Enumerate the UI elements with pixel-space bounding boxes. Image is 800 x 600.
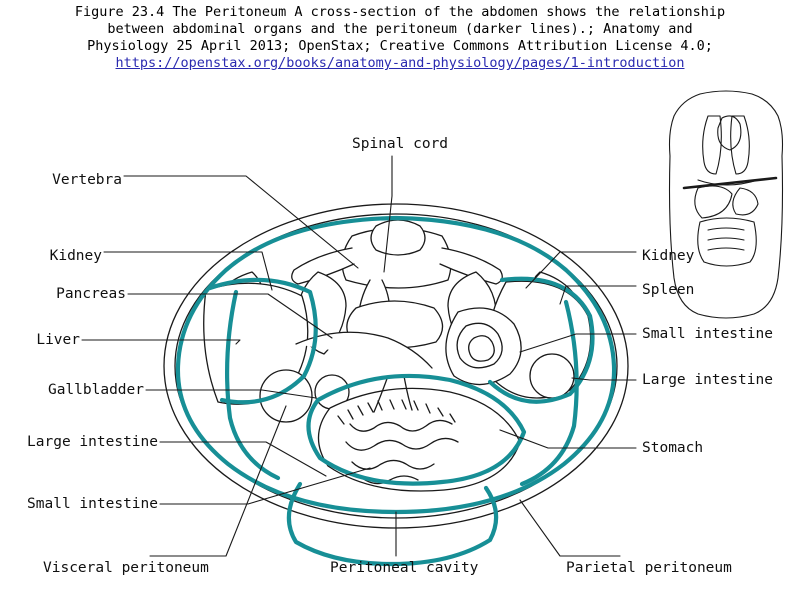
label-stomach: Stomach: [642, 440, 704, 456]
label-gallbladder: Gallbladder: [47, 382, 144, 398]
label-kidney-left: Kidney: [49, 248, 102, 264]
source-link[interactable]: https://openstax.org/books/anatomy-and-physiology/pages/1-introduction: [115, 55, 685, 71]
spinal-canal: [371, 220, 425, 255]
label-spinal-cord: Spinal cord: [352, 136, 449, 152]
label-pancreas: Pancreas: [56, 286, 126, 302]
label-small-intestine-right: Small intestine: [642, 326, 773, 342]
label-parietal-peritoneum: Parietal peritoneum: [566, 560, 732, 576]
label-liver: Liver: [36, 332, 80, 348]
label-small-intestine-left: Small intestine: [27, 496, 158, 512]
caption-line-3: Physiology 25 April 2013; OpenStax; Creative Commons Attribution License 4.0;: [87, 38, 713, 54]
anatomy-figure: [0, 76, 800, 600]
figure-caption: [0, 4, 800, 72]
large-intestine-right-organ: [530, 354, 574, 398]
label-vertebra: Vertebra: [52, 172, 122, 188]
label-visceral-peritoneum: Visceral peritoneum: [43, 560, 209, 576]
label-spleen: Spleen: [642, 282, 695, 298]
label-large-intestine-left: Large intestine: [27, 434, 158, 450]
caption-line-2: between abdominal organs and the peritoneum (darker lines).; Anatomy and: [107, 21, 693, 37]
caption-line-1: Figure 23.4 The Peritoneum A cross-section of the abdomen shows the relationship: [74, 4, 726, 20]
label-peritoneal-cavity: Peritoneal cavity: [330, 560, 479, 576]
label-large-intestine-right: Large intestine: [642, 372, 773, 388]
label-kidney-right: Kidney: [642, 248, 695, 264]
